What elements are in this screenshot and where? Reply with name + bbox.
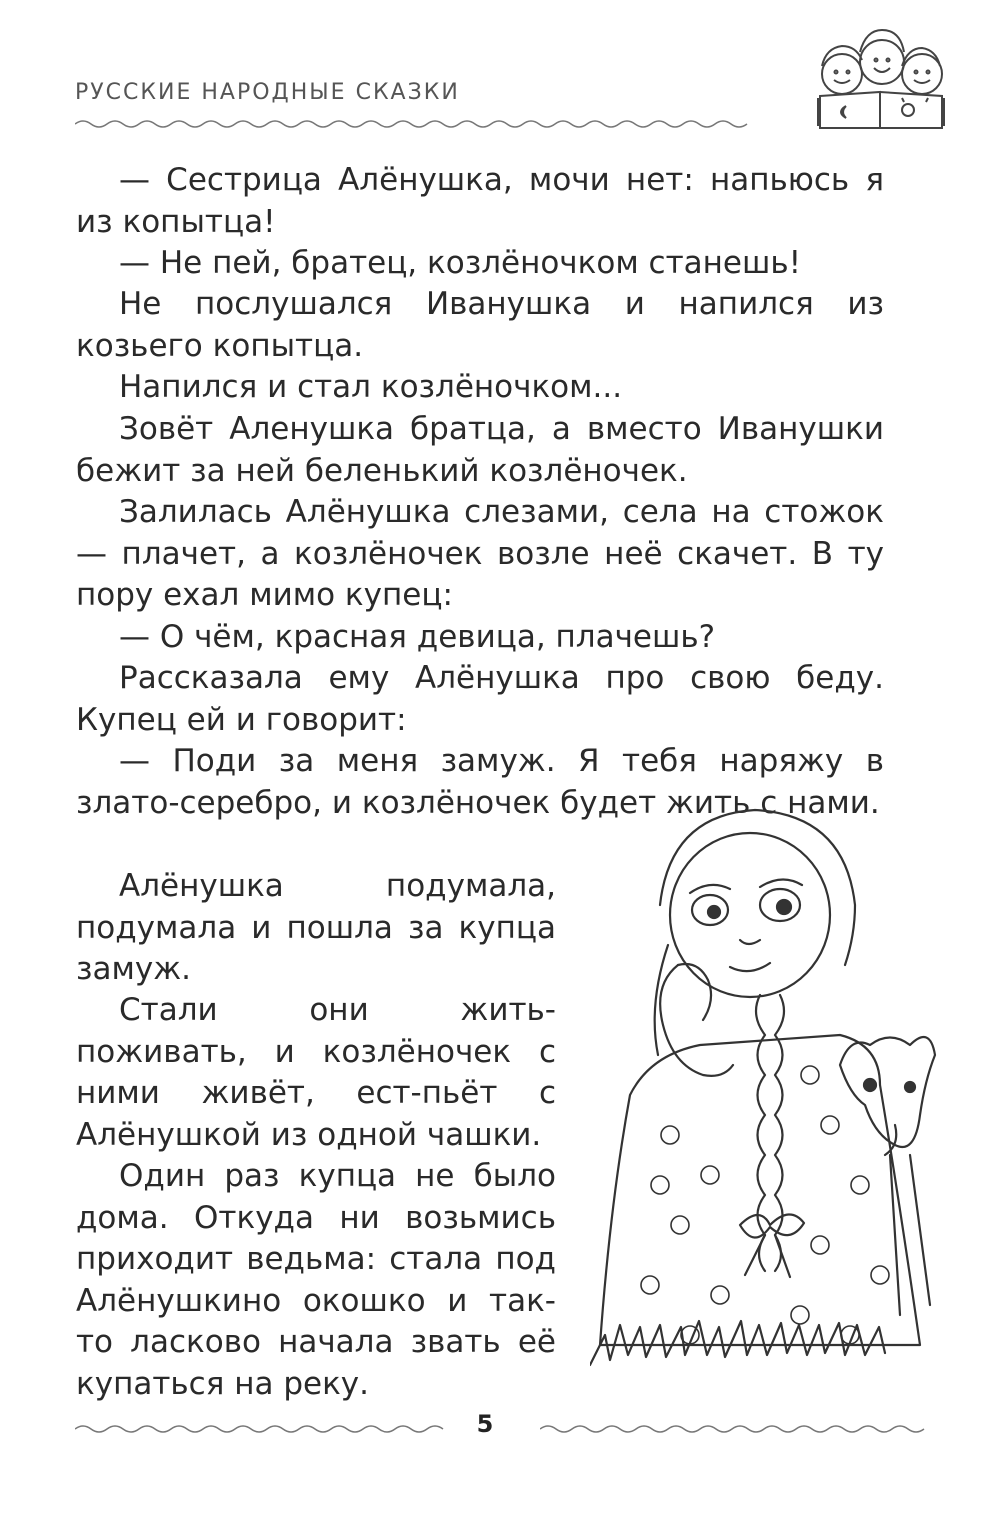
paragraph-1: — Сестрица Алёнушка, мочи нет: напьюсь я из копытца!	[76, 162, 884, 240]
girl-and-goat-illustration	[590, 795, 945, 1375]
paragraph-9-text: — Поди за меня замуж. Я тебя наряжу в злато-серебро, и козлёночек будет жить с нами.	[76, 743, 884, 821]
paragraph-11: Стали они жить-поживать, и козлёночек с ними живёт, ест-пьёт с Алёнушкой из одной чашки.	[76, 992, 556, 1153]
footer-wave-divider-left	[75, 1423, 445, 1435]
paragraph-10: Алёнушка подумала, подумала и пошла за купца замуж.	[76, 868, 556, 987]
page-number: 5	[476, 1410, 494, 1438]
paragraph-5: Зовёт Аленушка братца, а вместо Иванушки бежит за ней беленький козлёночек.	[76, 411, 884, 489]
paragraph-2: — Не пей, братец, козлёночком станешь!	[119, 245, 802, 281]
paragraph-3: Не послушался Иванушка и напился из козьего копытца.	[76, 286, 884, 364]
children-reading-book-icon	[808, 22, 954, 130]
paragraph-8: Рассказала ему Алёнушка про свою беду. Купец ей и говорит:	[76, 660, 884, 738]
paragraph-4: Напился и стал козлёночком...	[119, 369, 623, 405]
paragraph-7: — О чём, красная девица, плачешь?	[119, 619, 716, 655]
running-header: РУССКИЕ НАРОДНЫЕ СКАЗКИ	[75, 80, 460, 105]
paragraph-6: Залилась Алёнушка слезами, села на стожок — плачет, а козлёночек возле неё скачет. В ту пору ехал мимо купец:	[76, 494, 884, 613]
footer-wave-divider-right	[540, 1423, 925, 1435]
header-wave-divider	[75, 118, 755, 130]
paragraph-12: Один раз купца не было дома. Откуда ни возьмись приходит ведьма: стала под Алёнушкино окошко и так-то ласково начала звать её купаться на реку.	[76, 1158, 556, 1402]
